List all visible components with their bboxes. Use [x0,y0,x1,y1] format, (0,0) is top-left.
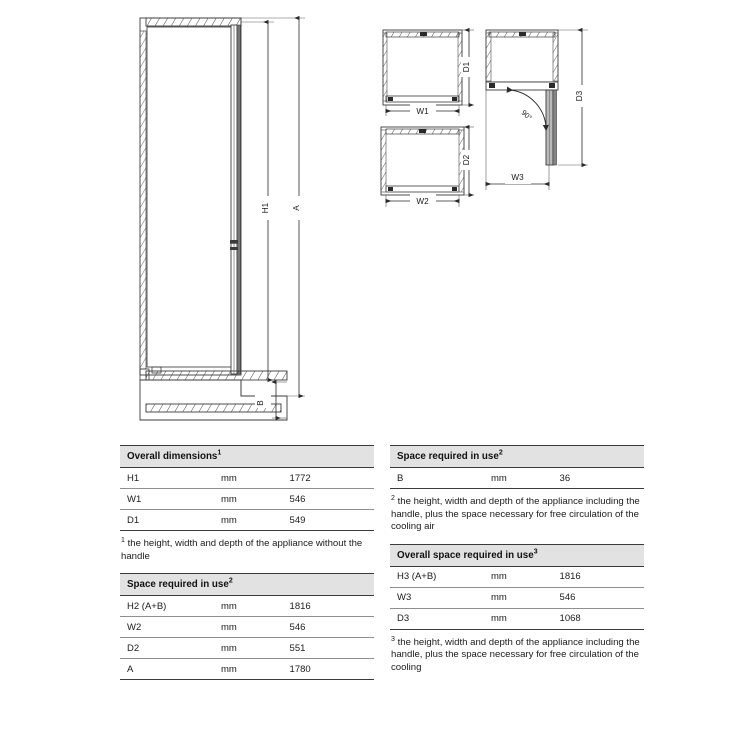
row-value: 1780 [283,659,374,680]
row-label: W1 [120,489,214,510]
row-value: 1816 [283,596,374,617]
footnote-marker: 2 [391,494,395,502]
table-row [120,659,374,680]
row-label: D1 [120,510,214,531]
table-title-superscript: 2 [228,577,233,585]
footnote-text: the height, width and depth of the appliance without the handle [121,538,363,562]
footnote-2 [390,496,644,534]
row-label: H3 (A+B) [390,566,484,587]
overall-dimensions-table [120,445,374,531]
row-unit: mm [214,617,283,638]
row-value: 36 [553,468,644,489]
row-label: W2 [120,617,214,638]
dimension-label-b: B [256,400,265,406]
row-label: B [390,468,484,489]
row-value: 546 [553,587,644,608]
dimension-label-d3: D3 [575,90,584,102]
table-title-space-required-right [390,446,644,468]
dimension-label-d2: D2 [462,154,471,166]
row-unit: mm [214,638,283,659]
footnote-3 [390,637,644,675]
dimension-label-a: A [292,205,301,211]
row-label: A [120,659,214,680]
table-title-space-required-left [120,574,374,596]
table-row [390,608,644,629]
space-required-in-use-table-right [390,445,644,489]
table-row [390,566,644,587]
table-title-text: Overall space required in use [397,549,534,561]
table-row [120,596,374,617]
plan-view-upper-drawing [383,30,477,118]
row-unit: mm [214,489,283,510]
table-title-overall-dimensions [120,446,374,468]
door-swing-drawing [486,30,590,190]
table-row [390,468,644,489]
dimension-label-w1: W1 [416,107,429,116]
table-row [390,587,644,608]
table-title-superscript: 2 [498,449,503,457]
row-label: W3 [390,587,484,608]
tables-right-column [390,445,644,675]
row-label: D2 [120,638,214,659]
row-value: 1772 [283,468,374,489]
row-value: 549 [283,510,374,531]
plan-view-lower-drawing [381,127,477,208]
table-title-superscript: 1 [217,449,222,457]
row-label: D3 [390,608,484,629]
row-unit: mm [484,608,553,629]
specification-tables [0,445,750,750]
table-header-row [390,544,644,566]
footnote-1 [120,538,374,563]
table-header-row [120,446,374,468]
row-unit: mm [484,566,553,587]
door-swing-angle-label: 90° [519,108,534,123]
footnote-marker: 1 [121,536,125,544]
row-value: 1816 [553,566,644,587]
table-title-text: Space required in use [397,451,499,462]
table-title-overall-space-required [390,544,644,566]
dimension-label-w2: W2 [416,197,429,206]
table-row [120,510,374,531]
table-header-row [120,574,374,596]
front-elevation-drawing [140,18,308,420]
tables-left-column [120,445,374,680]
row-value: 551 [283,638,374,659]
dimension-label-d1: D1 [462,61,471,73]
overall-space-required-table [390,544,644,630]
row-label: H1 [120,468,214,489]
footnote-text: the height, width and depth of the appliance including the handle, plus the space necessary for free circulation of the cooling [391,636,640,673]
row-unit: mm [484,587,553,608]
table-row [120,489,374,510]
table-row [120,468,374,489]
table-header-row [390,446,644,468]
row-unit: mm [484,468,553,489]
dimension-label-w3: W3 [511,173,524,182]
space-required-in-use-table-left [120,573,374,680]
row-unit: mm [214,510,283,531]
dimension-label-h1: H1 [261,202,270,214]
table-row [120,617,374,638]
footnote-text: the height, width and depth of the appliance including the handle, plus the space necessary for free circulation of the cooling air [391,496,640,533]
row-value: 546 [283,489,374,510]
footnote-marker: 3 [391,635,395,643]
row-unit: mm [214,468,283,489]
table-title-text: Space required in use [127,579,229,591]
table-title-text: Overall dimensions [127,451,218,462]
row-unit: mm [214,659,283,680]
table-row [120,638,374,659]
row-value: 546 [283,617,374,638]
row-unit: mm [214,596,283,617]
table-title-superscript: 3 [533,548,538,556]
row-label: H2 (A+B) [120,596,214,617]
row-value: 1068 [553,608,644,629]
